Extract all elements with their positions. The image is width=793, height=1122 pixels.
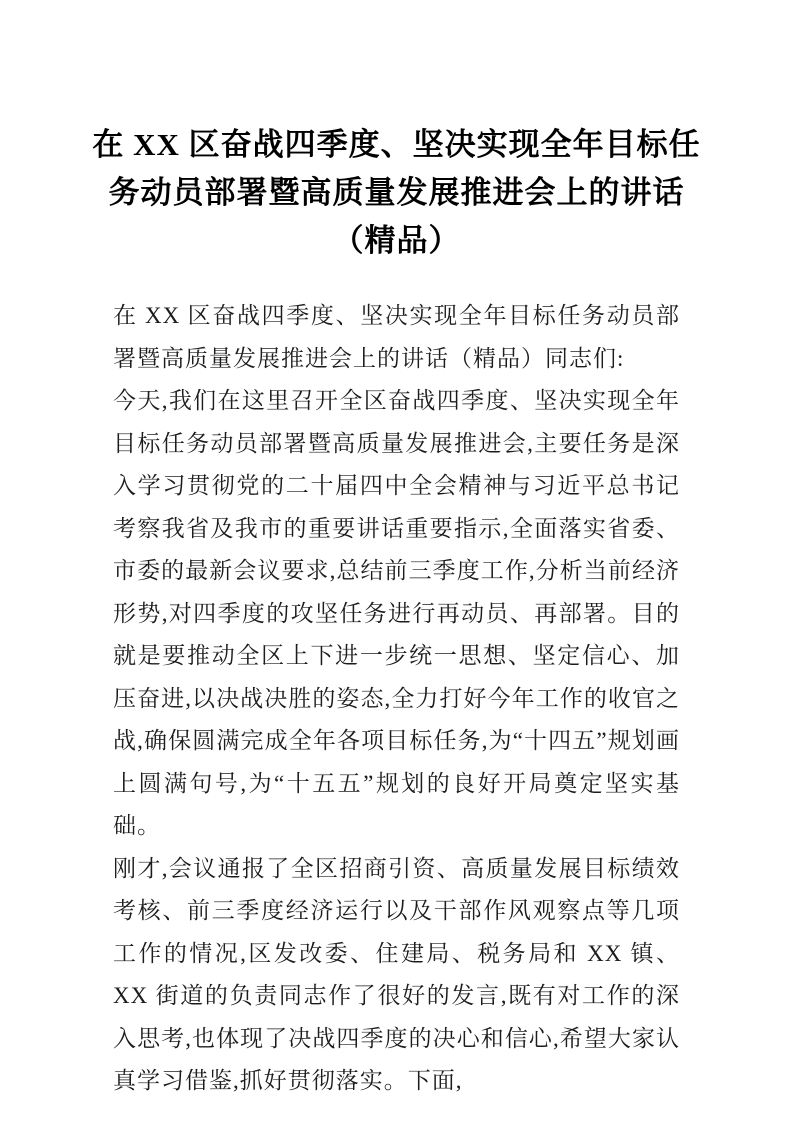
document-title (87, 0, 707, 265)
body-paragraph-1: 今天,我们在这里召开全区奋战四季度、坚决实现全年目标任务动员部署暨高质量发展推进会,主要任务是深入学习贯彻党的二十届四中全会精神与习近平总书记考察我省及我市的重要讲话重要指示,全面落实省委、市委的最新会议要求,总结前三季度工作,分析当前经济形势,对四季度的攻坚任务进行再动员、再部署。目的就是要推动全区上下进一步统一思想、坚定信心、加压奋进,以决战决胜的姿态,全力打好今年工作的收官之战,确保圆满完成全年各项目标任务,为“十四五”规划画上圆满句号,为“十五五”规划的良好开局奠定坚实基础。 (113, 388, 680, 838)
document-body (113, 295, 680, 1103)
body-paragraph-2: 刚才,会议通报了全区招商引资、高质量发展目标绩效考核、前三季度经济运行以及干部作风观察点等几项工作的情况,区发改委、住建局、税务局和 XX 镇、XX 街道的负责同志作了很好的发言,既有对工作的深入思考,也体现了决战四季度的决心和信心,希望大家认真学习借鉴,抓好贯彻落实。下面, (113, 855, 680, 1093)
salutation-paragraph: 在 XX 区奋战四季度、坚决实现全年目标任务动员部署暨高质量发展推进会上的讲话（精品）同志们: (113, 303, 680, 371)
title-line-1: 在 XX 区奋战四季度、坚决实现全年目标任 (92, 127, 701, 162)
title-line-2: 务动员部署暨高质量发展推进会上的讲话 (108, 175, 685, 210)
title-line-3: （精品） (332, 223, 461, 258)
